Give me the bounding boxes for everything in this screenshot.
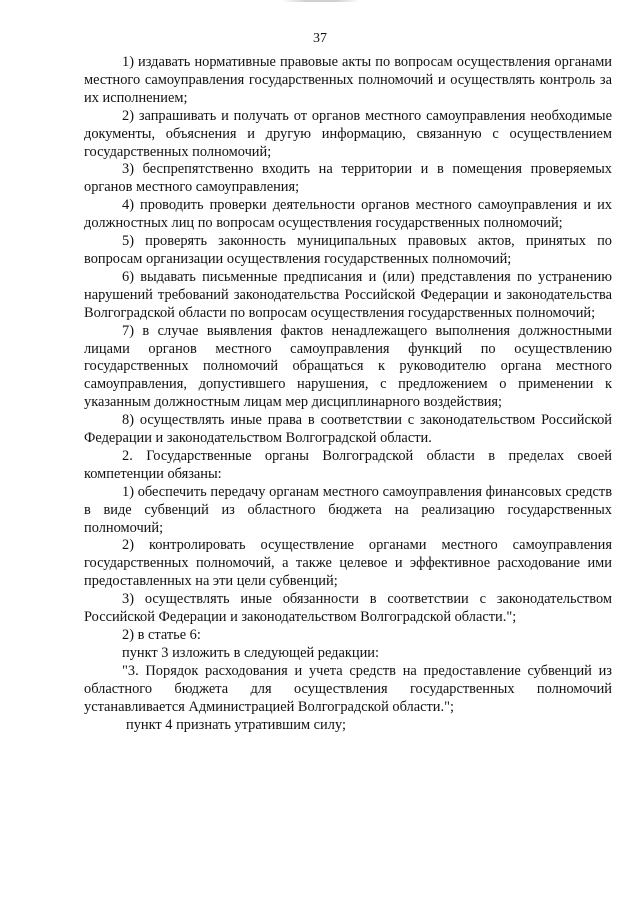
paragraph-duty-2: 2) контролировать осуществление органами местного самоуправления государственных полномочий, а также целевое и эффективное расходование ими предоставленных на эти цели субвенций; bbox=[84, 537, 612, 590]
paragraph-right-2: 2) запрашивать и получать от органов местного самоуправления необходимые документы, объяснения и другую информацию, связанную с осуществлением государственных полномочий; bbox=[84, 107, 612, 160]
paragraph-right-6: 6) выдавать письменные предписания и (или) представления по устранению нарушений требований законодательства Российской Федерации и законодательства Волгоградской области по вопросам осуществления государственных полномочий; bbox=[84, 268, 612, 321]
paragraph-right-3: 3) беспрепятственно входить на территории и в помещения проверяемых органов местного самоуправления; bbox=[84, 161, 612, 196]
paragraph-right-5: 5) проверять законность муниципальных правовых актов, принятых по вопросам организации осуществления государственных полномочий; bbox=[84, 233, 612, 267]
paragraph-right-4: 4) проводить проверки деятельности органов местного самоуправления и их должностных лиц по вопросам осуществления государственных полномочий; bbox=[84, 197, 612, 232]
paragraph-duty-3: 3) осуществлять иные обязанности в соответствии с законодательством Российской Федерации и законодательством Волгоградской области."; bbox=[84, 591, 612, 626]
paragraph-item-3-intro: пункт 3 изложить в следующей редакции: bbox=[122, 644, 379, 661]
scan-artifact bbox=[282, 0, 360, 2]
paragraph-section-2: 2. Государственные органы Волгоградской области в пределах своей компетенции обязаны: bbox=[84, 447, 612, 482]
paragraph-right-7: 7) в случае выявления фактов ненадлежащего выполнения должностными лицами органов местного самоуправления функций по осуществлению государственных полномочий обращаться к руководителю органа местного самоуправления, допустившего нарушения, с предложением о применении к указанным должностным лицам мер дисциплинарного воздействия; bbox=[84, 322, 612, 411]
paragraph-right-8: 8) осуществлять иные права в соответствии с законодательством Российской Федерации и законодательством Волгоградской области. bbox=[84, 412, 612, 447]
paragraph-duty-1: 1) обеспечить передачу органам местного самоуправления финансовых средств в виде субвенций из областного бюджета на реализацию государственных полномочий; bbox=[84, 483, 612, 536]
page-number: 37 bbox=[313, 31, 327, 46]
paragraph-item-3-text: "3. Порядок расходования и учета средств на предоставление субвенций из областного бюджета для осуществления государственных полномочий устанавливается Администрацией Волгоградской области."; bbox=[84, 662, 612, 715]
document-body bbox=[84, 54, 612, 734]
paragraph-item-4: пункт 4 признать утратившим силу; bbox=[126, 716, 346, 733]
paragraph-article-6: 2) в статье 6: bbox=[122, 627, 201, 643]
paragraph-right-1: 1) издавать нормативные правовые акты по вопросам осуществления органами местного самоуправления государственных полномочий и осуществлять контроль за их исполнением; bbox=[84, 54, 612, 106]
